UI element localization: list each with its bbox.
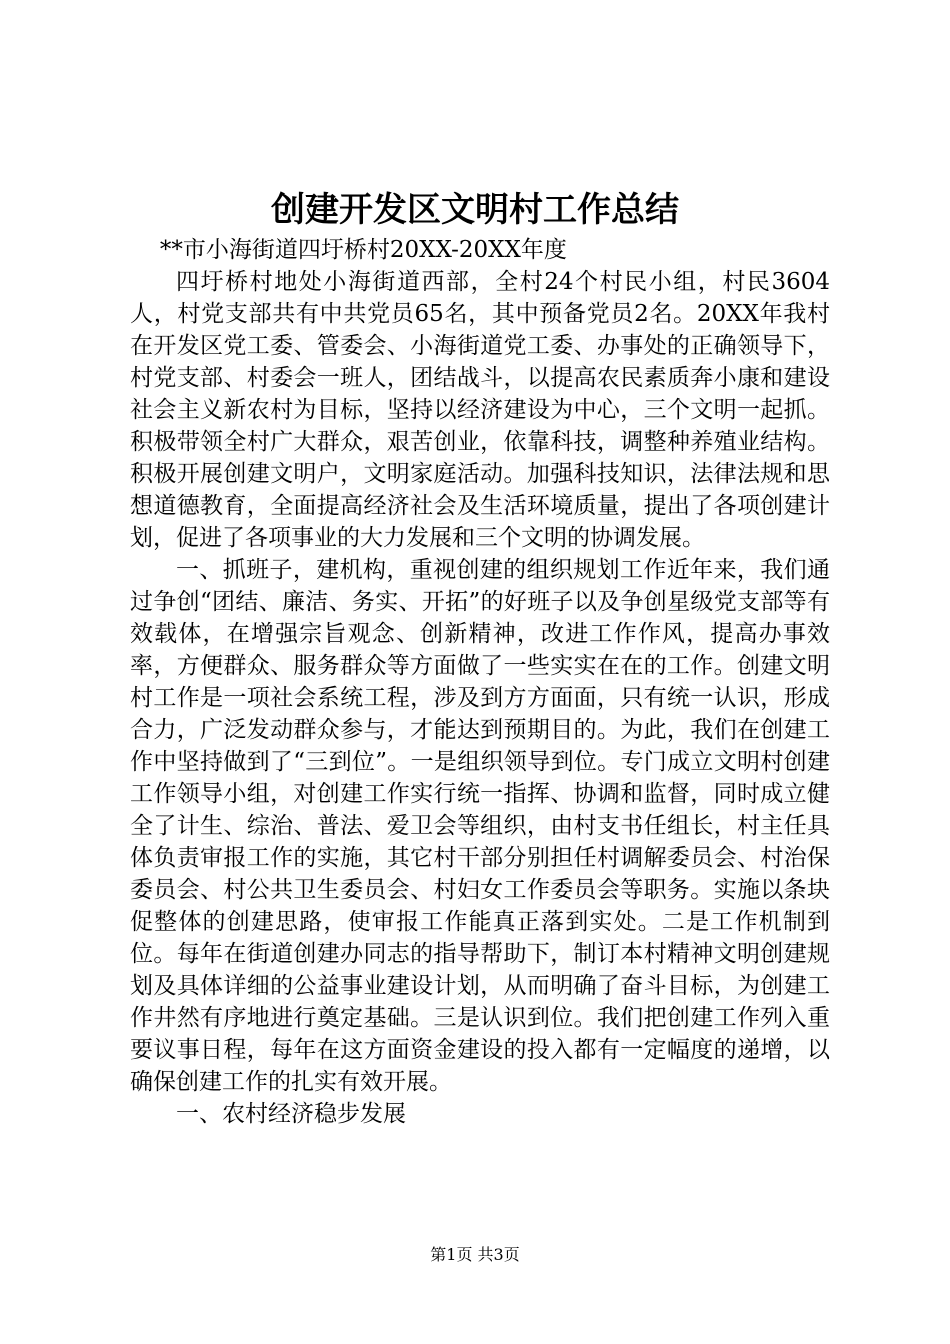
document-subtitle: **市小海街道四圩桥村20XX-20XX年度 — [159, 237, 567, 263]
section-heading-economy: 一、农村经济稳步发展 — [176, 1101, 406, 1127]
document-title: 创建开发区文明村工作总结 — [271, 190, 679, 230]
document-body — [130, 234, 830, 1130]
page-number-footer: 第1页 共3页 — [430, 1245, 520, 1264]
body-paragraph-section-1: 一、抓班子，建机构，重视创建的组织规划工作近年来，我们通过争创“团结、廉洁、务实、开拓”的好班子以及争创星级党支部等有效载体，在增强宗旨观念、创新精神，改进工作作风，提高办事效率，方便群众、服务群众等方面做了一些实实在在的工作。创建文明村工作是一项社会系统工程，涉及到方方面面，只有统一认识，形成合力，广泛发动群众参与，才能达到预期目的。为此，我们在创建工作中坚持做到了“三到位”。一是组织领导到位。专门成立文明村创建工作领导小组，对创建工作实行统一指挥、协调和监督，同时成立健全了计生、综治、普法、爱卫会等组织，由村支书任组长，村主任具体负责审报工作的实施，其它村干部分别担任村调解委员会、村治保委员会、村公共卫生委员会、村妇女工作委员会等职务。实施以条块促整体的创建思路，使审报工作能真正落到实处。二是工作机制到位。每年在街道创建办同志的指导帮助下，制订本村精神文明创建规划及具体详细的公益事业建设计划，从而明确了奋斗目标，为创建工作井然有序地进行奠定基础。三是认识到位。我们把创建工作列入重要议事日程，每年在这方面资金建设的投入都有一定幅度的递增，以确保创建工作的扎实有效开展。 — [130, 557, 830, 1095]
body-paragraph-intro: 四圩桥村地处小海街道西部，全村24个村民小组，村民3604人，村党支部共有中共党员65名，其中预备党员2名。20XX年我村在开发区党工委、管委会、小海街道党工委、办事处的正确领导下，村党支部、村委会一班人，团结战斗，以提高农民素质奔小康和建设社会主义新农村为目标，坚持以经济建设为中心，三个文明一起抓。积极带领全村广大群众，艰苦创业，依靠科技，调整种养殖业结构。积极开展创建文明户，文明家庭活动。加强科技知识，法律法规和思想道德教育，全面提高经济社会及生活环境质量，提出了各项创建计划，促进了各项事业的大力发展和三个文明的协调发展。 — [130, 269, 830, 551]
